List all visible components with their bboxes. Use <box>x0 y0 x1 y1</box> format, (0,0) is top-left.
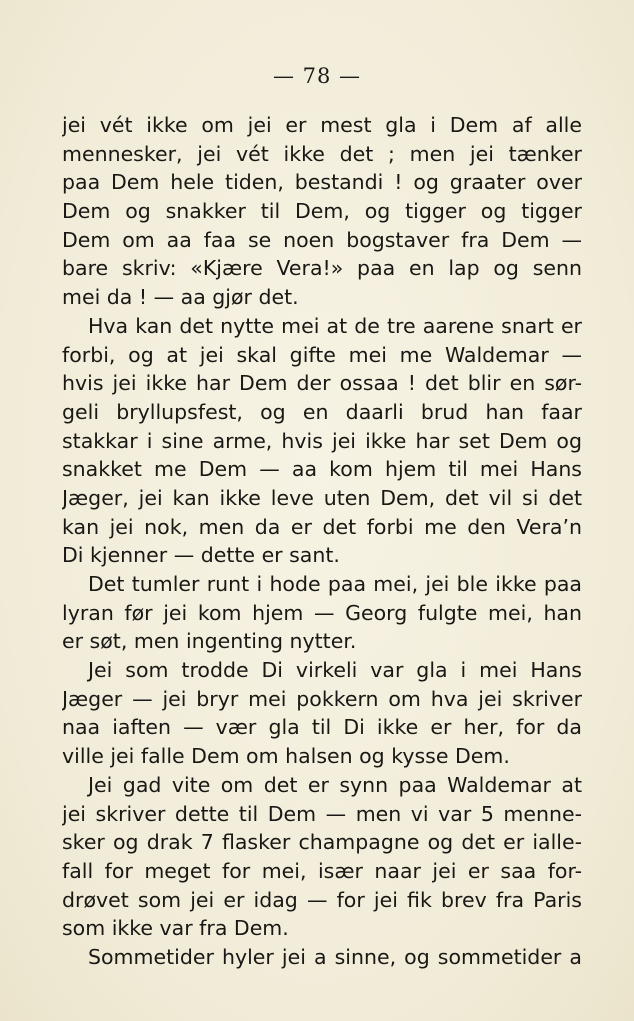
text-line: fall for meget for mei, især naar jei er saa for- <box>62 858 582 883</box>
text-line: er søt, men ingenting nytter. <box>62 629 357 654</box>
page-number: — 78 — <box>272 64 362 88</box>
text-line: Jæger, jei kan ikke leve uten Dem, det vil si det <box>62 485 582 510</box>
text-line: geli bryllupsfest, og en daarli brud han faar <box>62 399 582 424</box>
text-line: hvis jei ikke har Dem der ossaa ! det blir en sør- <box>62 371 582 396</box>
text-line: bare skriv: «Kjære Vera!» paa en lap og senn <box>62 256 582 281</box>
text-line: Hva kan det nytte mei at de tre aarene snart er <box>88 313 582 338</box>
text-line: drøvet som jei er idag — for jei fik brev fra Paris <box>62 887 582 912</box>
text-line: kan jei nok, men da er det forbi me den Vera’n <box>62 514 582 539</box>
text-line: mennesker, jei vét ikke det ; men jei tænker <box>62 141 582 166</box>
body-text <box>62 111 582 972</box>
text-line: lyran før jei kom hjem — Georg fulgte mei, han <box>62 600 582 625</box>
text-line: Jei gad vite om det er synn paa Waldemar at <box>88 772 582 797</box>
text-line: ville jei falle Dem om halsen og kysse Dem. <box>62 744 510 769</box>
text-line: jei vét ikke om jei er mest gla i Dem af alle <box>62 113 582 137</box>
text-line: jei skriver dette til Dem — men vi var 5 menne- <box>62 801 582 826</box>
text-line: Jei som trodde Di virkeli var gla i mei Hans <box>88 658 582 683</box>
text-line: Jæger — jei bryr mei pokkern om hva jei skriver <box>62 686 582 711</box>
text-line: som ikke var fra Dem. <box>62 916 289 941</box>
text-line: stakkar i sine arme, hvis jei ikke har set Dem og <box>62 428 582 453</box>
text-line: Dem og snakker til Dem, og tigger og tigger <box>62 199 582 224</box>
text-line: mei da ! — aa gjør det. <box>62 285 299 310</box>
text-line: Det tumler runt i hode paa mei, jei ble ikke paa <box>88 572 582 596</box>
text-line: paa Dem hele tiden, bestandi ! og graater over <box>62 170 582 195</box>
text-line: Di kjenner — dette er sant. <box>62 543 340 568</box>
text-line: forbi, og at jei skal gifte mei me Waldemar — <box>62 342 582 367</box>
text-line: sker og drak 7 flasker champagne og det er ialle- <box>62 830 582 855</box>
text-line: Sommetider hyler jei a sinne, og sommetider a <box>88 944 582 969</box>
text-line: naa iaften — vær gla til Di ikke er her, for da <box>62 715 582 740</box>
text-line: Dem om aa faa se noen bogstaver fra Dem — <box>62 227 582 252</box>
text-line: snakket me Dem — aa kom hjem til mei Hans <box>62 457 582 482</box>
